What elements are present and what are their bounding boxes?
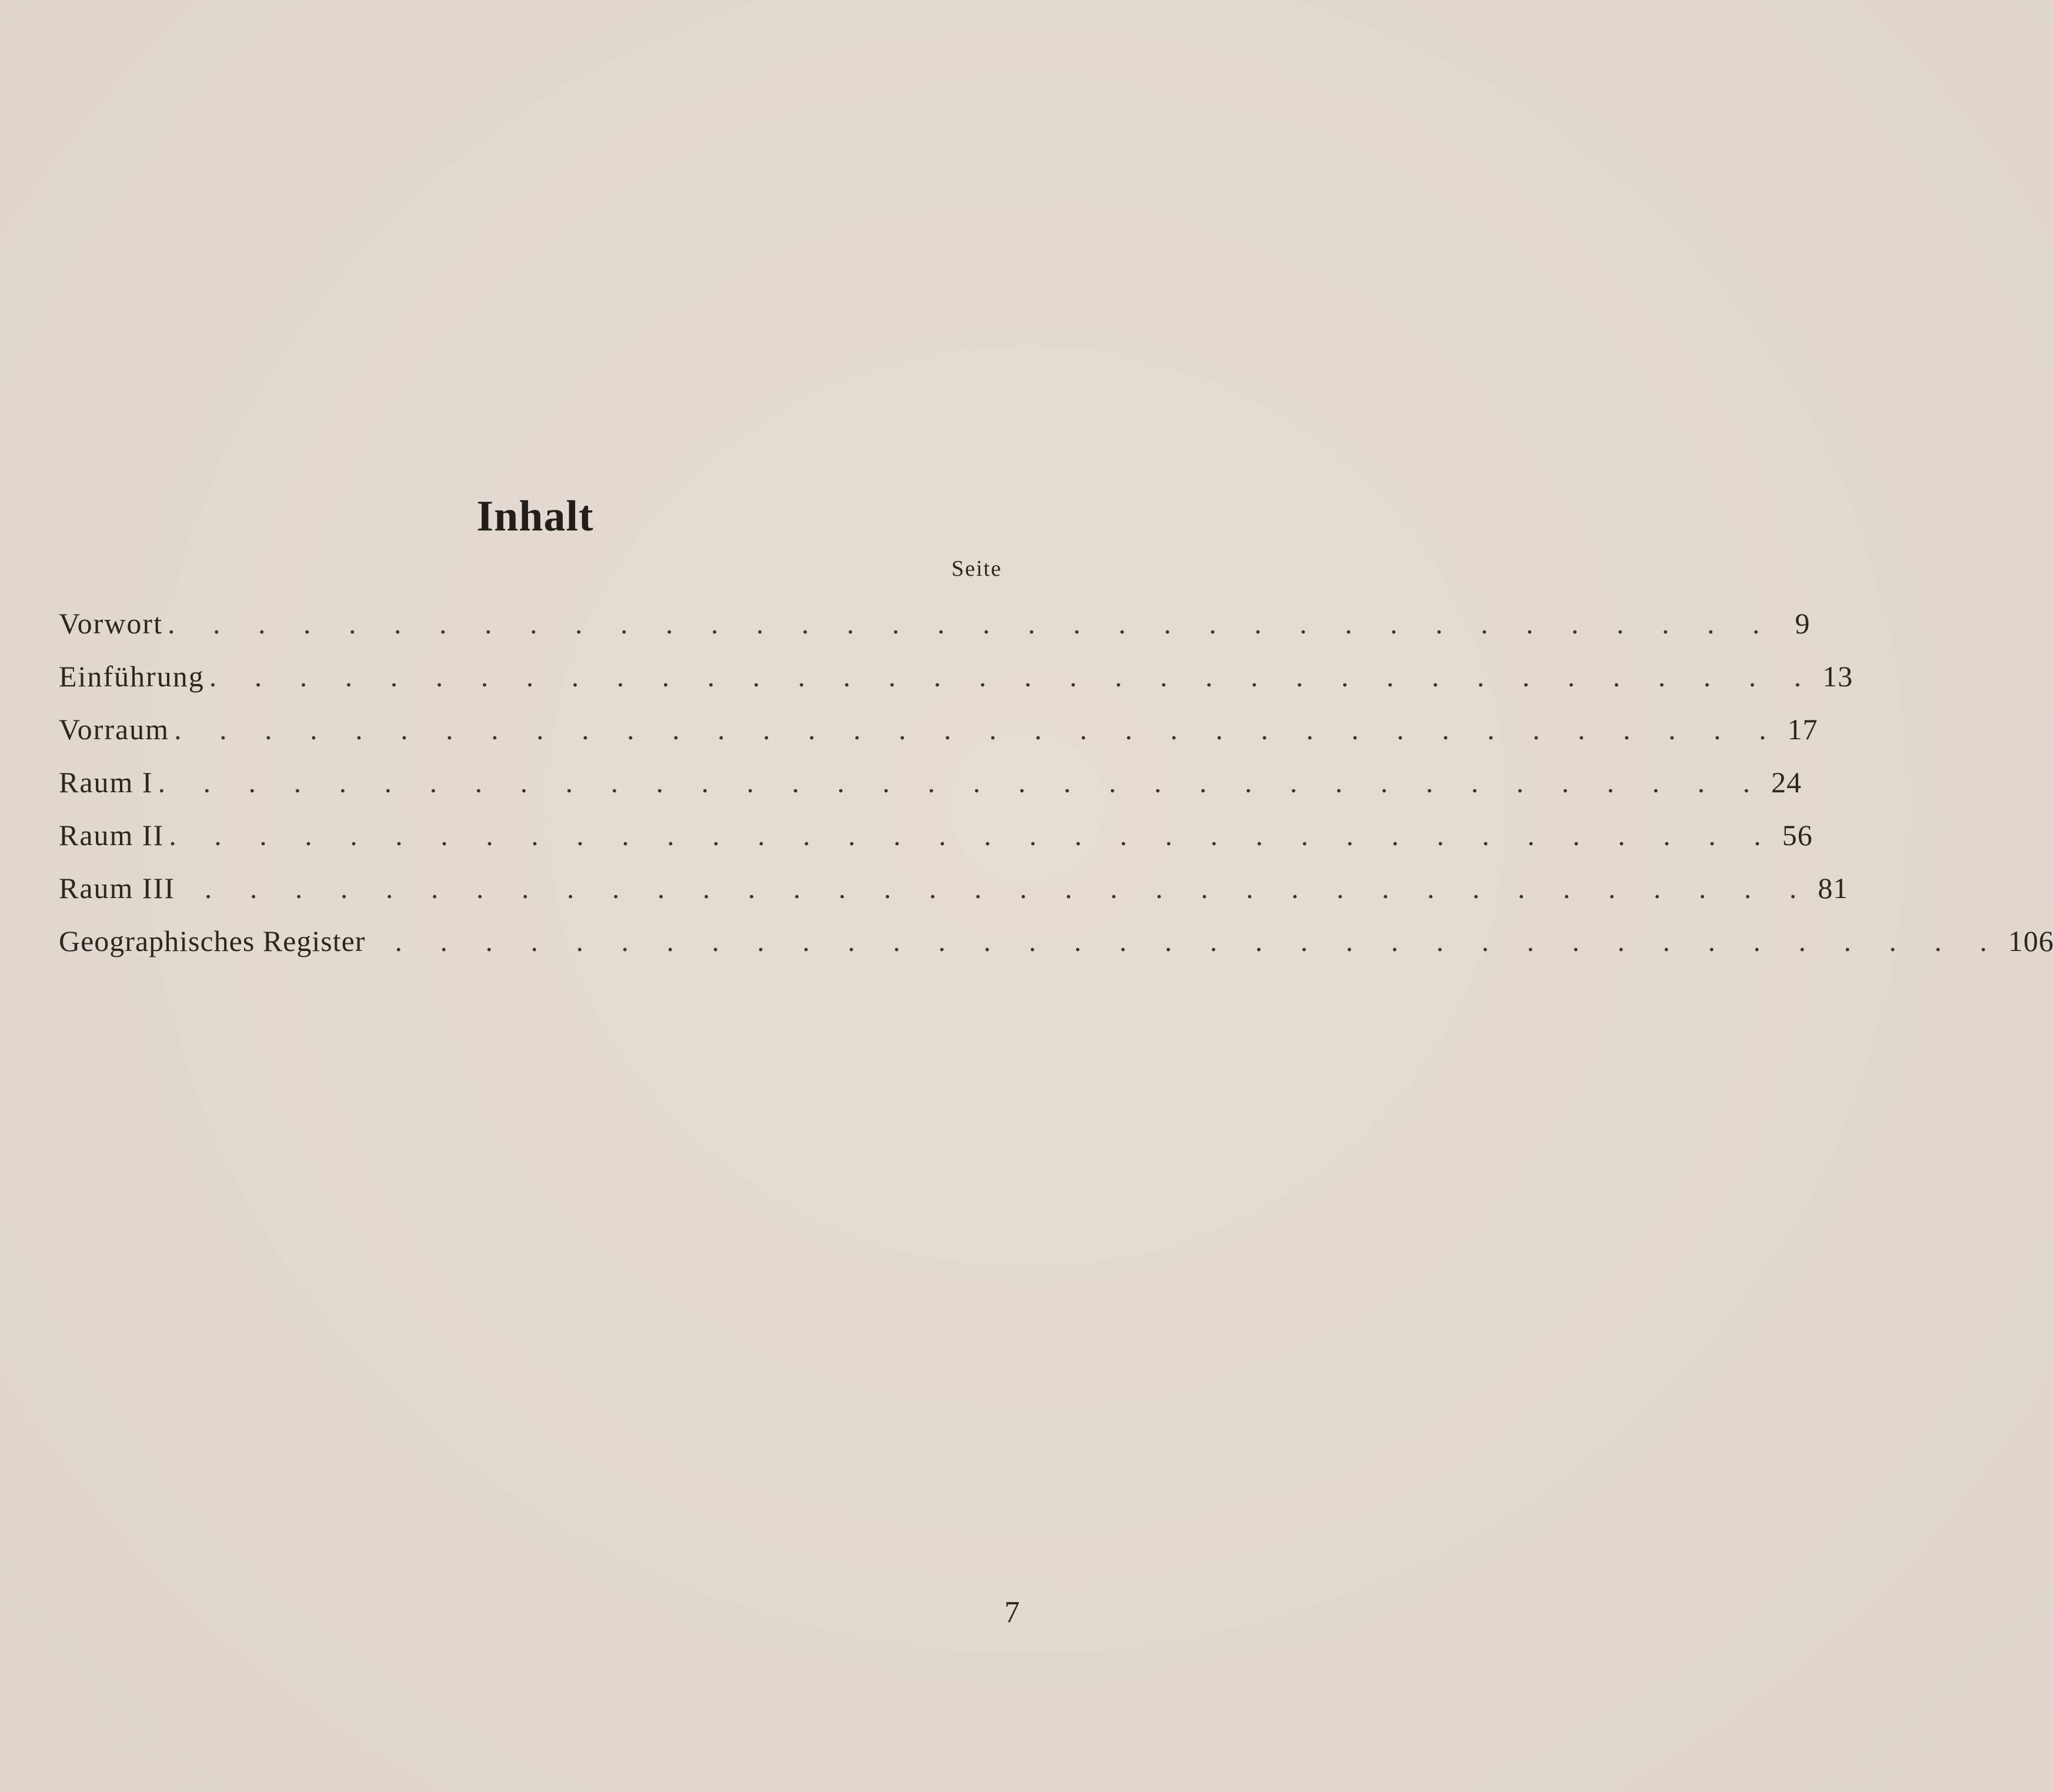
toc-entry-label: Vorraum xyxy=(59,713,170,746)
toc-entry-label: Raum II xyxy=(59,819,165,852)
page-title: Inhalt xyxy=(476,492,594,540)
toc-entry-vorraum[interactable] xyxy=(59,703,1818,756)
dot-leader: . . . . . . . . . . . . . . . . . . . . . . . . . . . . . . . . . . . . xyxy=(169,819,1776,852)
toc-entry-label: Einführung xyxy=(59,660,205,693)
toc-entry-page: 9 xyxy=(1795,607,1811,640)
toc-entry-page: 24 xyxy=(1771,766,1802,799)
dot-leader: . . . . . . . . . . . . . . . . . . . . . . . . . . . . . . . . . . . . xyxy=(167,607,1775,640)
page-column-header: Seite xyxy=(951,556,1002,581)
toc-entry-label: Raum III xyxy=(59,872,175,905)
dot-leader: . . . . . . . . . . . . . . . . . . . . . . . . . . . . . . . . . . . . xyxy=(209,660,1817,693)
toc-entry-vorwort[interactable] xyxy=(59,597,1811,650)
toc-entry-page: 81 xyxy=(1818,872,1849,905)
toc-entry-label: Vorwort xyxy=(59,607,163,640)
toc-entry-einfuehrung[interactable] xyxy=(59,650,1853,703)
dot-leader: . . . . . . . . . . . . . . . . . . . . . . . . . . . . . . . . . . . . xyxy=(204,872,1812,905)
toc-entry-geographisches-register[interactable] xyxy=(59,915,2054,967)
toc-entry-raum-i[interactable] xyxy=(59,756,1802,809)
toc-entry-label: Geographisches Register xyxy=(59,925,366,957)
toc-entry-page: 106 xyxy=(2008,925,2054,957)
dot-leader: . . . . . . . . . . . . . . . . . . . . . . . . . . . . . . . . . . . . xyxy=(395,925,2002,957)
toc-entry-label: Raum I xyxy=(59,766,153,799)
toc-entry-page: 56 xyxy=(1782,819,1813,852)
dot-leader: . . . . . . . . . . . . . . . . . . . . . . . . . . . . . . . . . . . . xyxy=(174,713,1782,746)
toc-entry-raum-iii[interactable] xyxy=(59,862,1849,915)
toc-entry-page: 17 xyxy=(1787,713,1818,746)
page-number: 7 xyxy=(1004,1596,1020,1629)
table-of-contents xyxy=(59,597,2054,967)
toc-entry-raum-ii[interactable] xyxy=(59,809,1813,862)
dot-leader: . . . . . . . . . . . . . . . . . . . . . . . . . . . . . . . . . . . . xyxy=(158,766,1766,799)
toc-entry-page: 13 xyxy=(1822,660,1853,693)
